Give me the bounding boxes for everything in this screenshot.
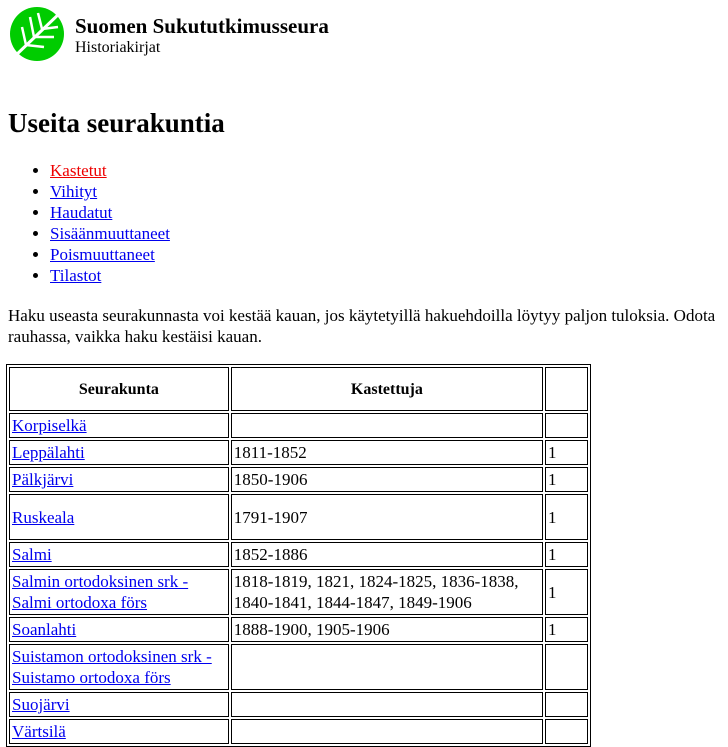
parish-link[interactable]: Salmin ortodoksinen srk - Salmi ortodoxa förs — [12, 572, 189, 612]
column-header-seurakunta: Seurakunta — [9, 367, 229, 411]
parish-cell — [9, 719, 229, 744]
baptized-years-cell — [231, 692, 543, 717]
third-column-cell — [545, 644, 588, 690]
baptized-years-cell — [231, 719, 543, 744]
nav-item-sisaanmuuttaneet — [50, 223, 170, 244]
parish-link[interactable]: Suojärvi — [12, 695, 70, 714]
parish-cell — [9, 542, 229, 567]
nav-link-vihityt[interactable]: Vihityt — [50, 182, 98, 201]
parish-cell — [9, 692, 229, 717]
parish-cell — [9, 440, 229, 465]
third-column-cell — [545, 692, 588, 717]
table-header-row — [9, 367, 588, 411]
nav-link-sisaanmuuttaneet[interactable]: Sisäänmuuttaneet — [50, 224, 170, 243]
table-row — [9, 644, 588, 690]
nav-link-poismuuttaneet[interactable]: Poismuuttaneet — [50, 245, 155, 264]
nav-item-vihityt — [50, 181, 170, 202]
site-title: Suomen Sukututkimusseura — [75, 14, 329, 38]
table-row — [9, 692, 588, 717]
third-column-cell — [545, 719, 588, 744]
table-row — [9, 494, 588, 540]
parish-cell — [9, 644, 229, 690]
parish-cell — [9, 569, 229, 615]
third-column-cell: 1 — [545, 440, 588, 465]
parish-table — [6, 364, 591, 747]
parish-cell — [9, 617, 229, 642]
page-title: Useita seurakuntia — [8, 108, 225, 138]
third-column-cell: 1 — [545, 569, 588, 615]
nav-item-kastetut — [50, 160, 170, 181]
baptized-years-cell: 1811-1852 — [231, 440, 543, 465]
nav-item-poismuuttaneet — [50, 244, 170, 265]
parish-cell — [9, 413, 229, 438]
parish-link[interactable]: Suistamon ortodoksinen srk - Suistamo ortodoxa förs — [12, 647, 212, 687]
parish-link[interactable]: Pälkjärvi — [12, 470, 74, 489]
parish-link[interactable]: Soanlahti — [12, 620, 77, 639]
table-row — [9, 542, 588, 567]
parish-link[interactable]: Korpiselkä — [12, 416, 87, 435]
leaf-logo-icon — [8, 5, 66, 63]
third-column-cell: 1 — [545, 494, 588, 540]
table-row — [9, 467, 588, 492]
third-column-cell — [545, 413, 588, 438]
parish-link[interactable]: Ruskeala — [12, 507, 75, 527]
table-row — [9, 569, 588, 615]
intro-text: Haku useasta seurakunnasta voi kestää kauan, jos käytetyillä hakuehdoilla löytyy paljon tuloksia. Odota rauhassa, vaikka haku kestäisi kauan. — [8, 306, 716, 346]
table-row — [9, 617, 588, 642]
parish-link[interactable]: Leppälahti — [12, 443, 85, 462]
column-header-kastettuja: Kastettuja — [231, 367, 543, 411]
nav-link-kastetut[interactable]: Kastetut — [50, 161, 107, 180]
site-subtitle: Historiakirjat — [75, 39, 161, 56]
nav-item-haudatut — [50, 202, 170, 223]
nav-link-haudatut[interactable]: Haudatut — [50, 203, 113, 222]
nav-link-tilastot[interactable]: Tilastot — [50, 266, 102, 285]
baptized-years-cell — [231, 413, 543, 438]
table-row — [9, 440, 588, 465]
site-header — [8, 5, 591, 65]
parish-link[interactable]: Värtsilä — [12, 722, 66, 741]
nav-item-tilastot — [50, 265, 170, 286]
baptized-years-cell: 1818-1819, 1821, 1824-1825, 1836-1838, 1840-1841, 1844-1847, 1849-1906 — [231, 569, 543, 615]
table-row — [9, 719, 588, 744]
baptized-years-cell: 1850-1906 — [231, 467, 543, 492]
parish-cell — [9, 467, 229, 492]
baptized-years-cell — [231, 644, 543, 690]
column-header-third — [545, 367, 588, 411]
parish-table-wrapper — [6, 364, 591, 747]
baptized-years-cell: 1852-1886 — [231, 542, 543, 567]
table-row — [9, 413, 588, 438]
table-body — [9, 413, 588, 744]
third-column-cell: 1 — [545, 467, 588, 492]
baptized-years-cell: 1791-1907 — [231, 494, 543, 540]
record-type-nav — [0, 160, 170, 286]
baptized-years-cell: 1888-1900, 1905-1906 — [231, 617, 543, 642]
parish-link[interactable]: Salmi — [12, 545, 52, 564]
parish-cell — [9, 494, 229, 540]
third-column-cell: 1 — [545, 542, 588, 567]
third-column-cell: 1 — [545, 617, 588, 642]
